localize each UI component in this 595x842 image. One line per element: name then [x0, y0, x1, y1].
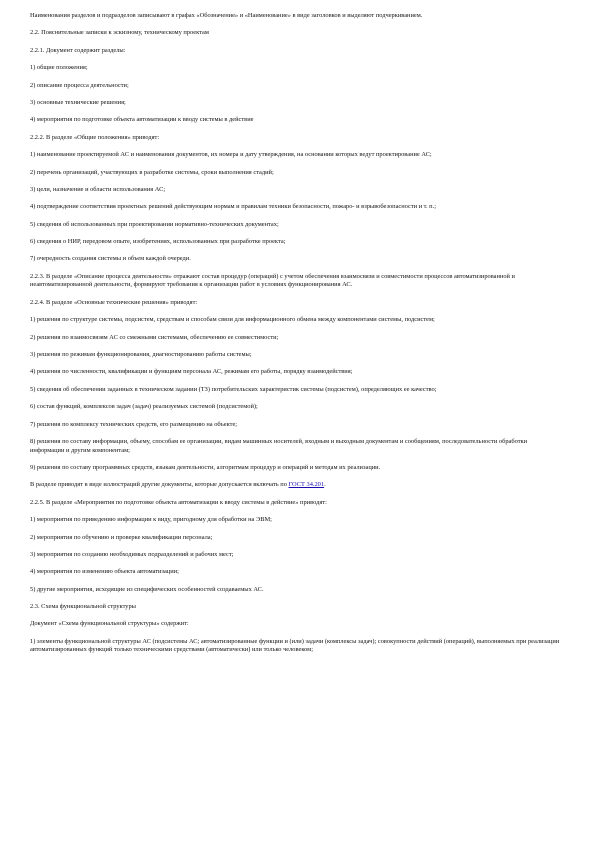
- paragraph: [30, 368, 560, 377]
- paragraph-text: 2.2. Пояснительные записки к эскизному, техническому проектам: [30, 29, 209, 37]
- paragraph-text: 7) очередность создания системы и объем каждой очереди.: [30, 255, 191, 263]
- gost-link[interactable]: ГОСТ 34.201: [288, 481, 325, 489]
- paragraph-text: 3) цели, назначение и области использования АС;: [30, 185, 166, 193]
- paragraph: [30, 334, 560, 343]
- paragraph: [30, 99, 560, 108]
- paragraph-text: В разделе приводят в виде иллюстраций другие документы, которые допускается включать по: [30, 481, 289, 489]
- paragraph: [30, 134, 560, 143]
- paragraph-text: 1) мероприятия по приведению информации к виду, пригодному для обработки на ЭВМ;: [30, 516, 272, 524]
- paragraph-text: 2.2.3. В разделе «Описание процесса деятельности» отражают состав процедур (операций) с учетом обеспечения взаимосвязи и совместимости процессов автоматизированной и неавтоматизированной деятельности, формируют требования к организации работ в условиях функционирования АС.: [30, 272, 515, 289]
- paragraph: [30, 568, 560, 577]
- paragraph: [30, 638, 560, 655]
- paragraph: [30, 299, 560, 308]
- paragraph-text: 4) подтверждение соответствия проектных решений действующим нормам и правилам техники безопасности, пожаро- и взрывобезопасности и т. п.;: [30, 203, 436, 211]
- paragraph-text: Наименования разделов и подразделов записывают в графах «Обозначение» и «Наименование» в виде заголовков и выделяют подчеркиванием.: [30, 12, 423, 19]
- paragraph-text: 2.2.1. Документ содержит разделы:: [30, 46, 126, 54]
- paragraph-text: 2.3. Схема функциональной структуры: [30, 603, 136, 611]
- paragraph-text: 6) сведения о НИР, передовом опыте, изобретениях, использованных при разработке проекта;: [30, 238, 286, 246]
- paragraph-text: 1) решения по структуре системы, подсистем, средствам и способам связи для информационного обмена между компонентами системы, подсистем;: [30, 316, 435, 324]
- paragraph-text: 2) мероприятия по обучению и проверке квалификации персонала;: [30, 533, 213, 541]
- paragraph: [30, 221, 560, 230]
- paragraph-text: 9) решения по составу программных средств, языкам деятельности, алгоритмам процедур и операций и методам их реализации.: [30, 463, 381, 471]
- paragraph-text: 5) сведения об обеспечении заданных в техническом задании (ТЗ) потребительских характеристик системы (подсистем), определяющих ее качество;: [30, 385, 437, 393]
- paragraph: [30, 169, 560, 178]
- paragraph: [30, 238, 560, 247]
- paragraph-suffix: .: [324, 481, 326, 489]
- paragraph-text: 1) наименование проектируемой АС и наименования документов, их номера и дату утверждения, на основании которых ведут проектирование АС;: [30, 151, 432, 159]
- paragraph-text: 2) описание процесса деятельности;: [30, 81, 129, 89]
- paragraph-text: 4) мероприятия по изменению объекта автоматизации;: [30, 568, 179, 576]
- paragraph-text: 4) решения по численности, квалификации и функциям персонала АС, режимам его работы, порядку взаимодействия;: [30, 368, 353, 376]
- paragraph-text: 1) элементы функциональной структуры АС (подсистемы АС; автоматизированные функции и (или) задачи (комплексы задач); совокупности действий (операций), выполняемых при реализации автоматизированных функций только техническими средствами (автоматически) или только человеком;: [30, 637, 560, 654]
- paragraph: [30, 464, 560, 473]
- paragraph-text: 3) мероприятия по созданию необходимых подразделений и рабочих мест;: [30, 550, 234, 558]
- paragraph: [30, 421, 560, 430]
- paragraph: [30, 151, 560, 160]
- paragraph: [30, 499, 560, 508]
- paragraph-text: 8) решения по составу информации, объему, способам ее организации, видам машинных носителей, входным и выходным документам и сообщениям, последовательности обработки информации и другим компонентам;: [30, 437, 528, 454]
- paragraph: [30, 82, 560, 91]
- paragraph-text: 3) решения по режимам функционирования, диагностированию работы системы;: [30, 351, 252, 359]
- paragraph-text: 6) состав функций, комплексов задач (задач) реализуемых системой (подсистемой);: [30, 403, 258, 411]
- paragraph-text: Документ «Схема функциональной структуры» содержит:: [30, 620, 189, 628]
- paragraph-text: 5) сведения об использованных при проектировании нормативно-технических документах;: [30, 220, 279, 228]
- paragraph: [30, 273, 560, 290]
- paragraph: [30, 586, 560, 595]
- paragraph: [30, 551, 560, 560]
- paragraph-text: 2.2.5. В разделе «Мероприятия по подготовке объекта автоматизации к вводу системы в действие» приводят:: [30, 498, 327, 506]
- paragraph: [30, 116, 560, 125]
- paragraph-text: 2.2.4. В разделе «Основные технические решения» приводят:: [30, 298, 198, 306]
- paragraph: [30, 255, 560, 264]
- document-page: [30, 12, 560, 664]
- paragraph-text: 2.2.2. В разделе «Общие положения» приводят:: [30, 133, 160, 141]
- paragraph: [30, 403, 560, 412]
- paragraph-text: 3) основные технические решения;: [30, 98, 126, 106]
- paragraph: [30, 47, 560, 56]
- paragraph: [30, 29, 560, 38]
- paragraph-text: 1) общие положения;: [30, 64, 88, 72]
- paragraph: [30, 603, 560, 612]
- paragraph: [30, 481, 560, 490]
- paragraph: [30, 386, 560, 395]
- paragraph: [30, 620, 560, 629]
- paragraph: [30, 12, 560, 21]
- paragraph: [30, 438, 560, 455]
- paragraph: [30, 351, 560, 360]
- paragraph-text: 5) другие мероприятия, исходящие из специфических особенностей создаваемых АС.: [30, 585, 264, 593]
- paragraph: [30, 64, 560, 73]
- paragraph: [30, 203, 560, 212]
- paragraph: [30, 186, 560, 195]
- paragraph: [30, 516, 560, 525]
- paragraph-text: 4) мероприятия по подготовке объекта автоматизации к вводу системы в действие: [30, 116, 254, 124]
- paragraph: [30, 316, 560, 325]
- paragraph-text: 2) перечень организаций, участвующих в разработке системы, сроки выполнения стадий;: [30, 168, 274, 176]
- paragraph: [30, 534, 560, 543]
- paragraph-text: 7) решения по комплексу технических средств, его размещению на объекте;: [30, 420, 238, 428]
- paragraph-text: 2) решения по взаимосвязям АС со смежными системами, обеспечению ее совместимости;: [30, 333, 279, 341]
